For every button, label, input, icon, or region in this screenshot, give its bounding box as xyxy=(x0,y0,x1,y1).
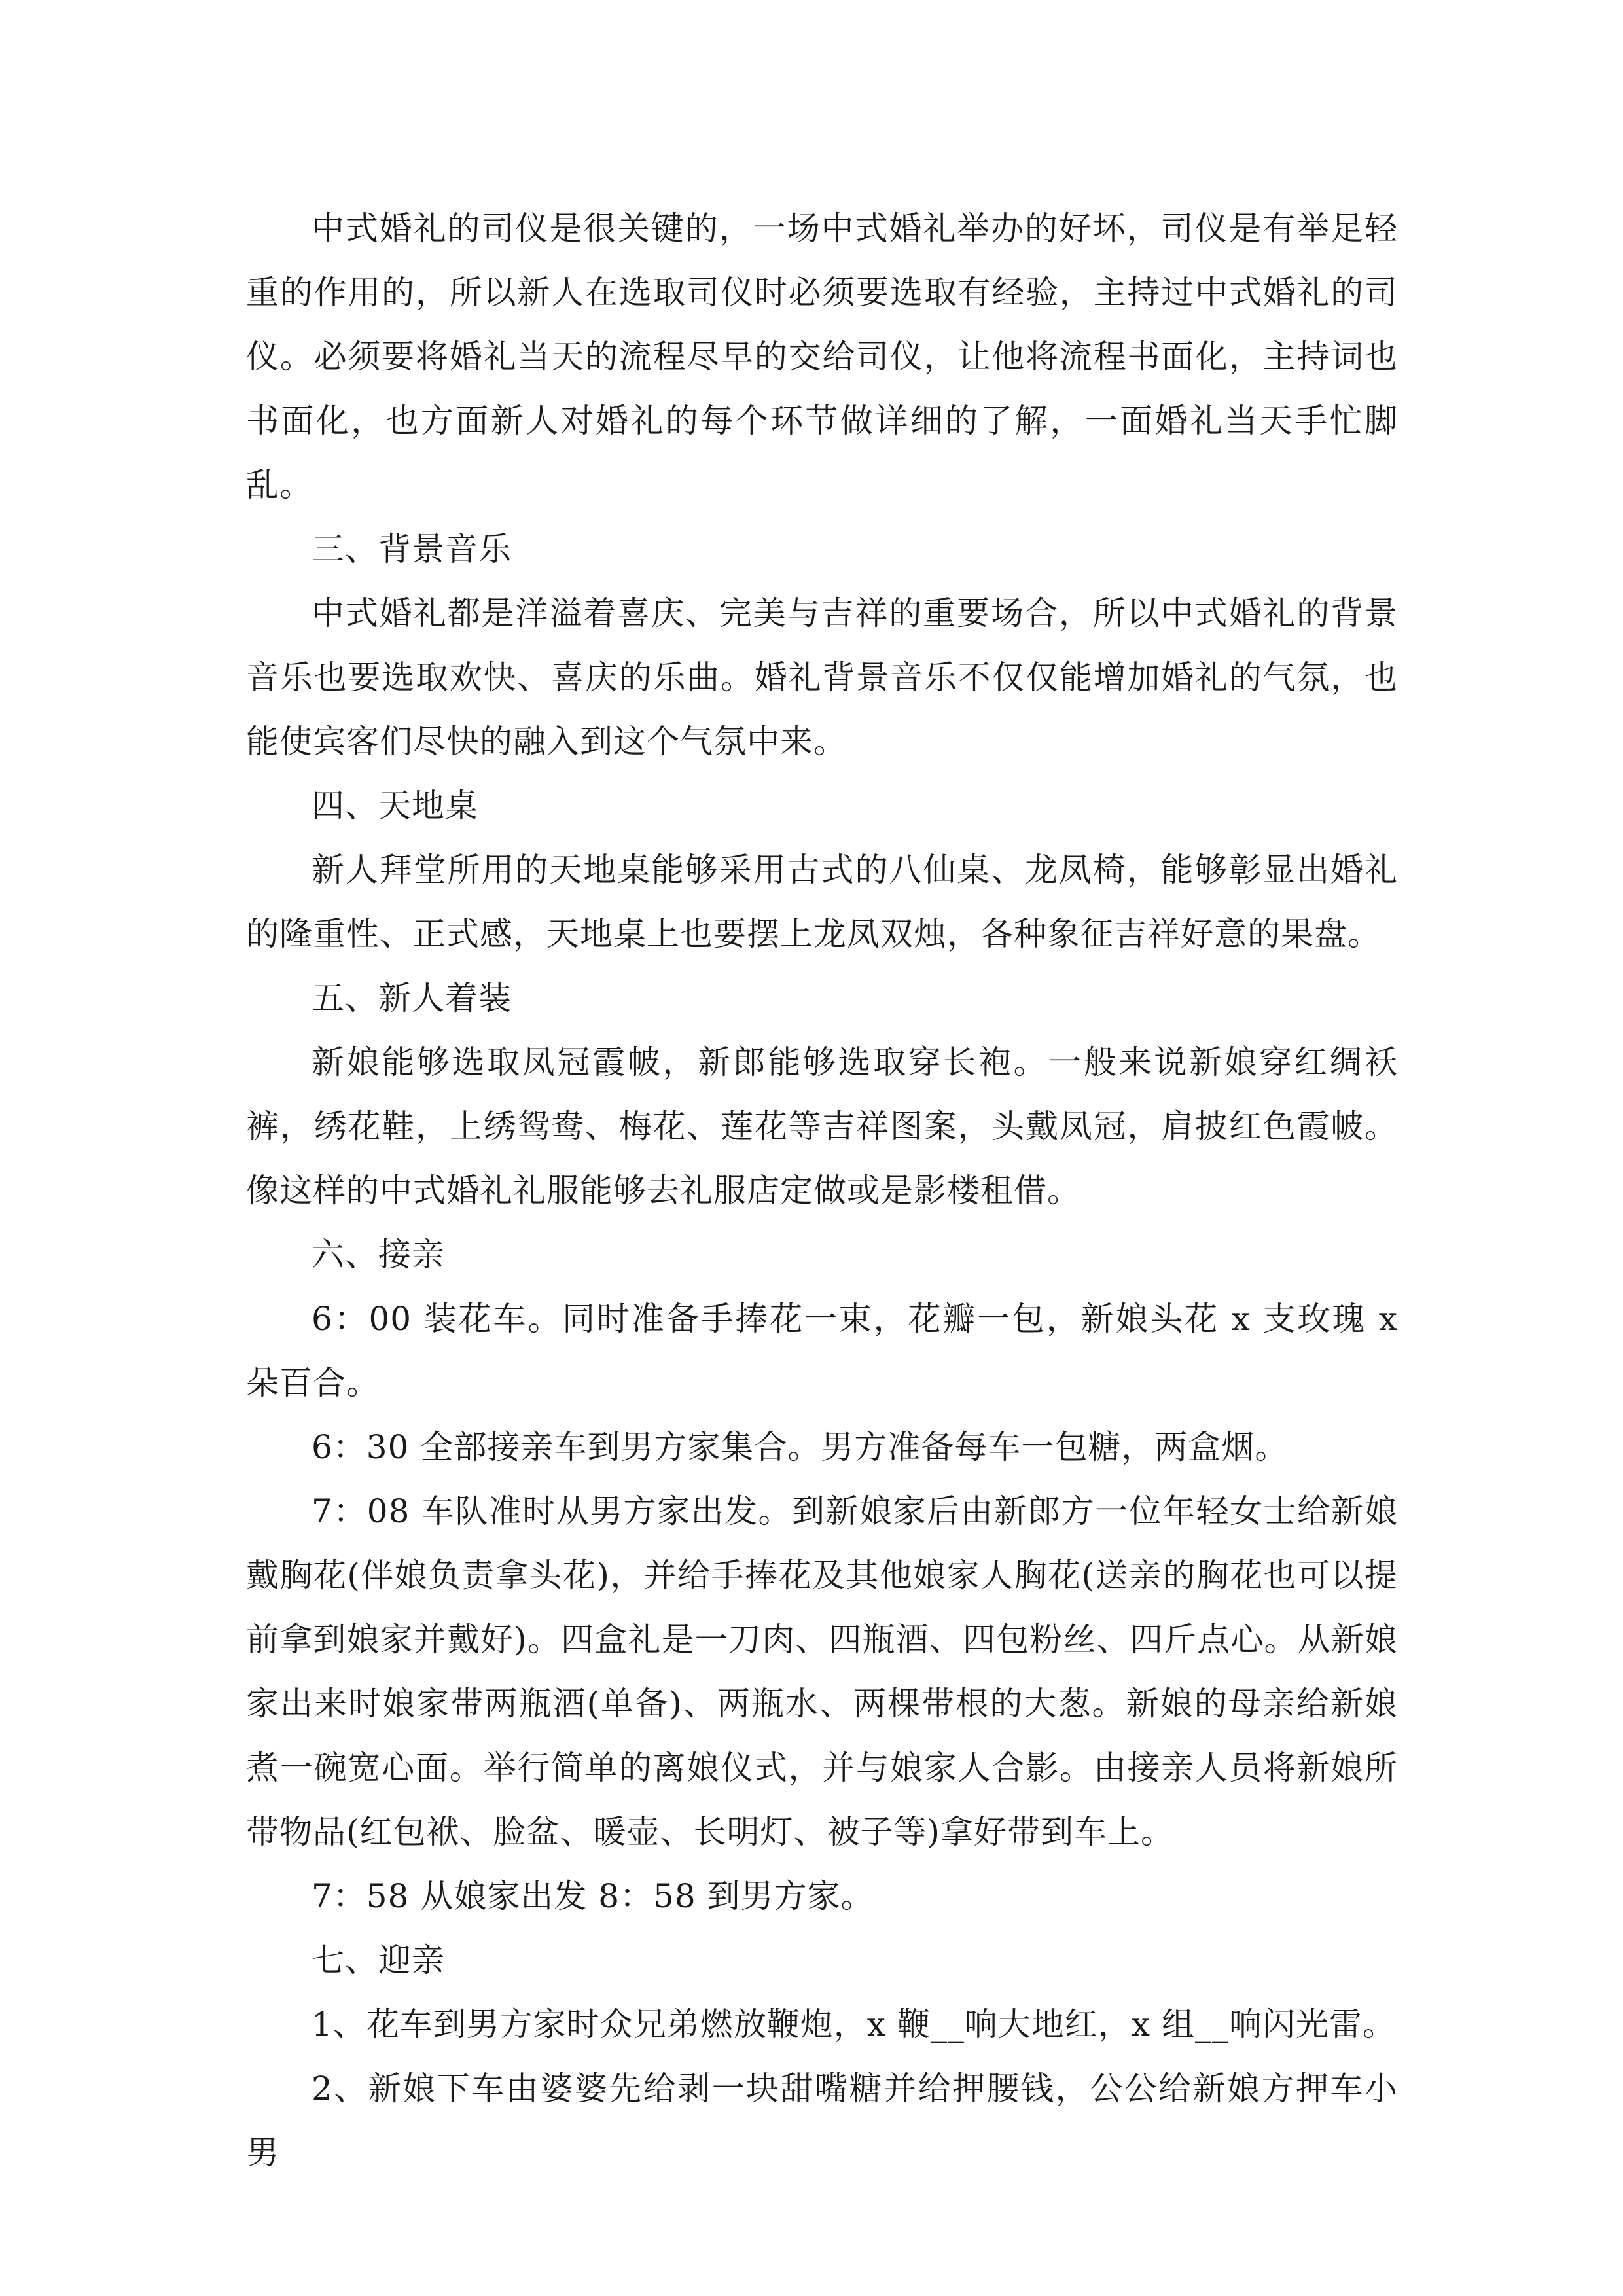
heading-attire: 五、新人着装 xyxy=(312,979,512,1017)
paragraph-welcome-1: 1、花车到男方家时众兄弟燃放鞭炮，x 鞭__响大地红，x 组__响闪光雷。 xyxy=(312,2005,1396,2043)
document-body xyxy=(246,196,1398,2185)
heading-welcome: 七、迎亲 xyxy=(312,1941,445,1979)
paragraph-heaven-earth-table: 新人拜堂所用的天地桌能够采用古式的八仙桌、龙凤椅，能够彰显出婚礼的隆重性、正式感，天地桌上也要摆上龙凤双烛，各种象征吉祥好意的果盘。 xyxy=(246,851,1398,953)
heading-heaven-earth-table: 四、天地桌 xyxy=(312,787,478,825)
paragraph-welcome-2: 2、新娘下车由婆婆先给剥一块甜嘴糖并给押腰钱，公公给新娘方押车小男 xyxy=(246,2070,1398,2172)
heading-pickup: 六、接亲 xyxy=(312,1236,445,1274)
paragraph-pickup-0630: 6：30 全部接亲车到男方家集合。男方准备每车一包糖，两盒烟。 xyxy=(312,1428,1289,1466)
paragraph-pickup-0708: 7：08 车队准时从男方家出发。到新娘家后由新郎方一位年轻女士给新娘戴胸花(伴娘负责拿头花)，并给手捧花及其他娘家人胸花(送亲的胸花也可以提前拿到娘家并戴好)。四盒礼是一刀肉、四瓶酒、四包粉丝、四斤点心。从新娘家出来时娘家带两瓶酒(单备)、两瓶水、两棵带根的大葱。新娘的母亲给新娘煮一碗宽心面。举行简单的离娘仪式，并与娘家人合影。由接亲人员将新娘所带物品(红包袱、脸盆、暖壶、长明灯、被子等)拿好带到车上。 xyxy=(246,1492,1398,1851)
heading-background-music: 三、背景音乐 xyxy=(312,530,512,568)
paragraph-pickup-0600: 6：00 装花车。同时准备手捧花一束，花瓣一包，新娘头花 x 支玫瑰 x 朵百合。 xyxy=(246,1300,1398,1402)
paragraph-attire: 新娘能够选取凤冠霞帔，新郎能够选取穿长袍。一般来说新娘穿红绸袄裤，绣花鞋，上绣鸳鸯、梅花、莲花等吉祥图案，头戴凤冠，肩披红色霞帔。像这样的中式婚礼礼服能够去礼服店定做或是影楼租借。 xyxy=(246,1043,1398,1210)
paragraph-background-music: 中式婚礼都是洋溢着喜庆、完美与吉祥的重要场合，所以中式婚礼的背景音乐也要选取欢快、喜庆的乐曲。婚礼背景音乐不仅仅能增加婚礼的气氛，也能使宾客们尽快的融入到这个气氛中来。 xyxy=(246,594,1398,761)
paragraph-pickup-0758: 7：58 从娘家出发 8：58 到男方家。 xyxy=(312,1877,874,1915)
paragraph-officiant: 中式婚礼的司仪是很关键的，一场中式婚礼举办的好坏，司仪是有举足轻重的作用的，所以新人在选取司仪时必须要选取有经验，主持过中式婚礼的司仪。必须要将婚礼当天的流程尽早的交给司仪，让他将流程书面化，主持词也书面化，也方面新人对婚礼的每个环节做详细的了解，一面婚礼当天手忙脚乱。 xyxy=(246,209,1398,504)
